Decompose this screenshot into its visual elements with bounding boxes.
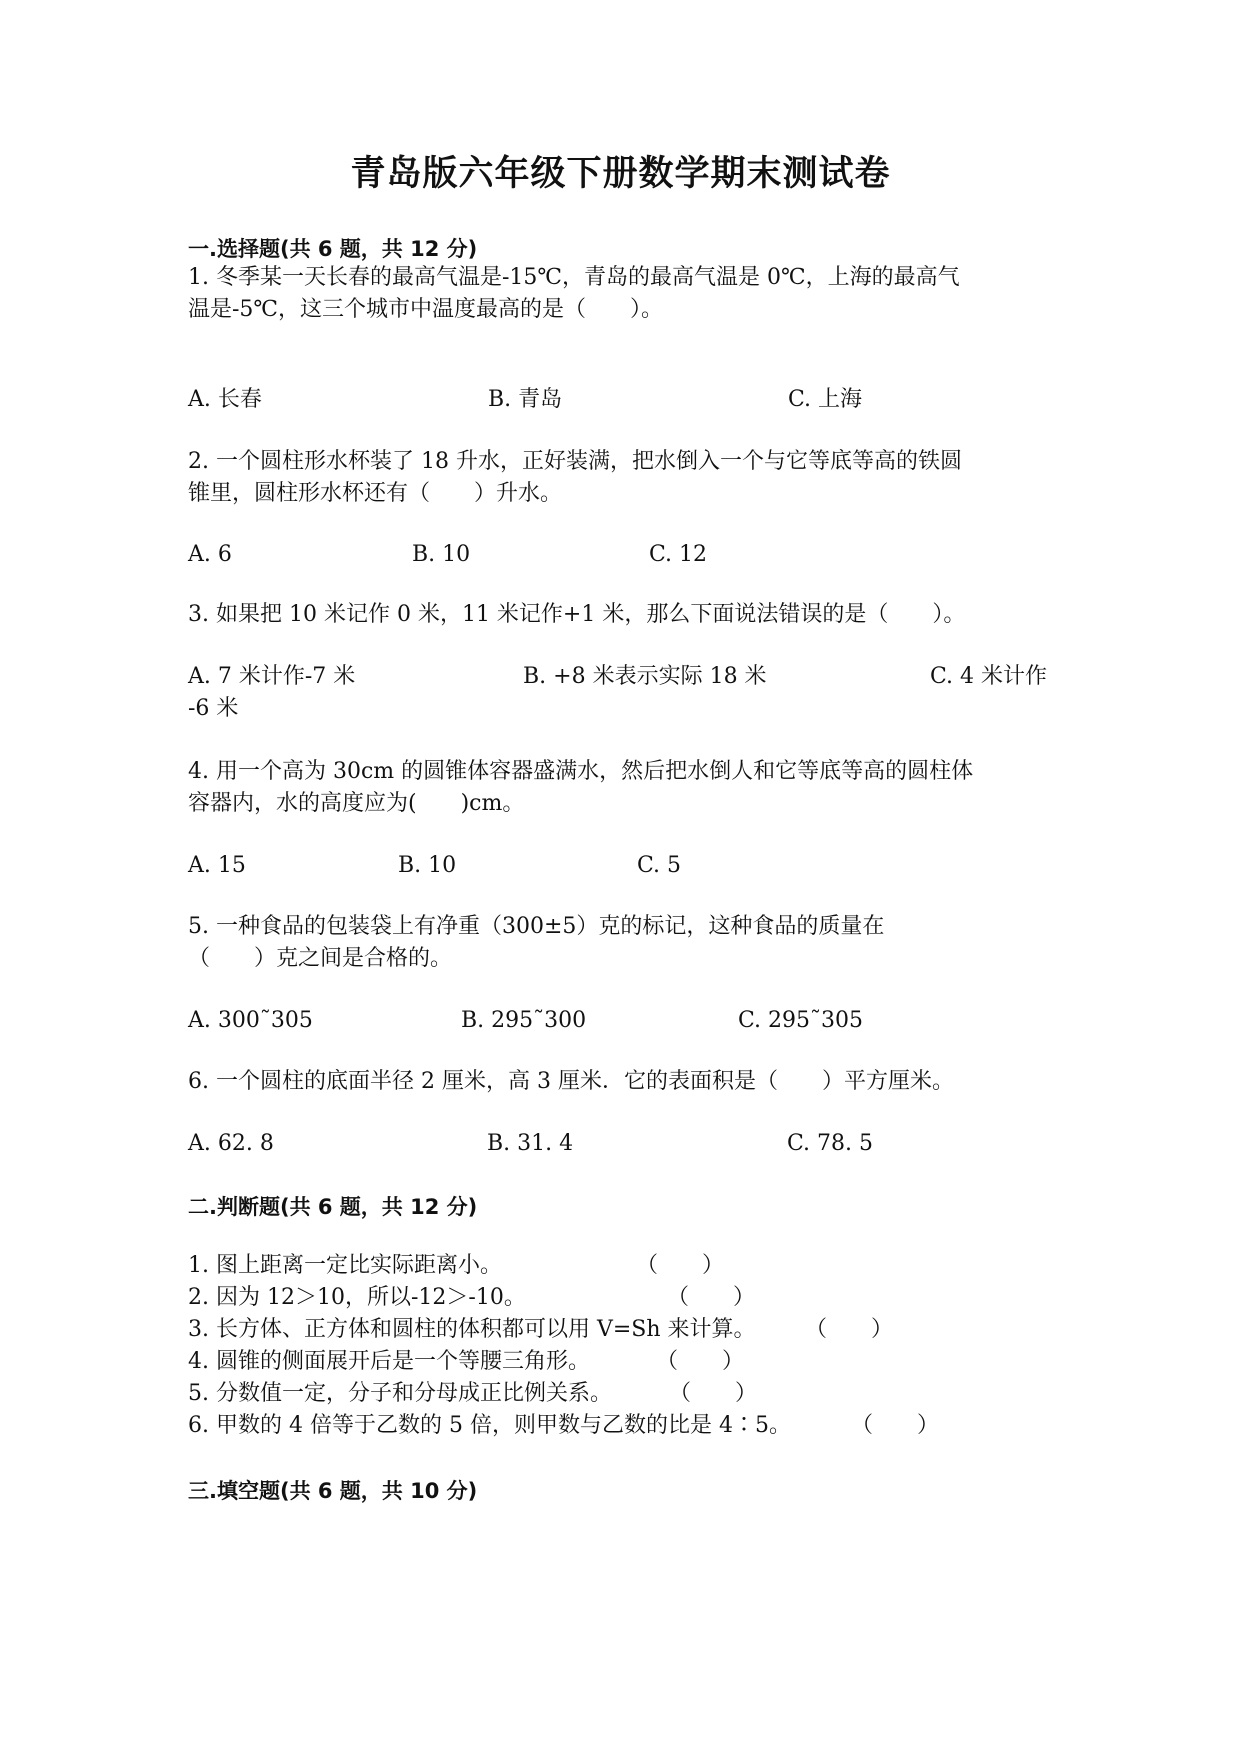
option-a: A. 7 米计作-7 米 — [188, 664, 356, 689]
judge-item: 1. 图上距离一定比实际距离小。 — [188, 1253, 502, 1278]
option-a: A. 6 — [188, 542, 232, 567]
option-b: B. +8 米表示实际 18 米 — [523, 664, 767, 689]
answer-parentheses: （ ） — [656, 1349, 745, 1374]
question-text — [188, 599, 1068, 631]
answer-parentheses: （ ） — [667, 1285, 756, 1310]
question-line: 4. 用一个高为 30cm 的圆锥体容器盛满水，然后把水倒人和它等底等高的圆柱体 — [188, 759, 974, 784]
question-line: （ ）克之间是合格的。 — [188, 946, 453, 971]
judge-item: 2. 因为 12＞10，所以-12＞-10。 — [188, 1285, 526, 1310]
option-c: C. 295˜305 — [738, 1008, 864, 1033]
option-b: B. 295˜300 — [461, 1008, 587, 1033]
option-b: B. 31. 4 — [487, 1131, 574, 1156]
question-line: 温是-5℃，这三个城市中温度最高的是（ ）。 — [188, 297, 664, 322]
option-a: A. 300˜305 — [188, 1008, 313, 1033]
question-text — [188, 1066, 1068, 1098]
option-b: B. 青岛 — [488, 387, 563, 412]
judge-item: 6. 甲数的 4 倍等于乙数的 5 倍，则甲数与乙数的比是 4∶5。 — [188, 1413, 791, 1438]
section-heading-judge: 二.判断题(共 6 题，共 12 分) — [188, 1195, 478, 1219]
option-a: A. 长春 — [188, 387, 262, 412]
question-text — [188, 756, 1068, 820]
question-line: 2. 一个圆柱形水杯装了 18 升水，正好装满，把水倒入一个与它等底等高的铁圆 — [188, 449, 962, 474]
section-heading-choice: 一.选择题(共 6 题，共 12 分) — [188, 237, 478, 261]
option-c: C. 78. 5 — [787, 1131, 874, 1156]
option-c: C. 5 — [637, 853, 682, 878]
judge-item: 3. 长方体、正方体和圆柱的体积都可以用 V=Sh 来计算。 — [188, 1317, 756, 1342]
judge-item: 4. 圆锥的侧面展开后是一个等腰三角形。 — [188, 1349, 590, 1374]
option-a: A. 15 — [188, 853, 246, 878]
page-title: 青岛版六年级下册数学期末测试卷 — [350, 154, 891, 194]
option-c: C. 12 — [649, 542, 708, 567]
question-text — [188, 911, 1068, 975]
section-heading-fill: 三.填空题(共 6 题，共 10 分) — [188, 1479, 478, 1503]
answer-parentheses: （ ） — [805, 1317, 894, 1342]
question-text — [188, 262, 1068, 326]
question-text — [188, 446, 1068, 510]
answer-parentheses: （ ） — [851, 1413, 940, 1438]
question-line: 6. 一个圆柱的底面半径 2 厘米，高 3 厘米．它的表面积是（ ）平方厘米。 — [188, 1069, 954, 1094]
option-c: C. 4 米计作 — [930, 664, 1048, 689]
answer-parentheses: （ ） — [636, 1253, 725, 1278]
option-c-wrap: -6 米 — [188, 696, 239, 721]
option-a: A. 62. 8 — [188, 1131, 274, 1156]
question-line: 5. 一种食品的包装袋上有净重（300±5）克的标记，这种食品的质量在 — [188, 914, 885, 939]
question-line: 3. 如果把 10 米记作 0 米，11 米记作+1 米，那么下面说法错误的是（ ）。 — [188, 602, 966, 627]
answer-parentheses: （ ） — [669, 1381, 758, 1406]
option-b: B. 10 — [398, 853, 457, 878]
option-b: B. 10 — [412, 542, 471, 567]
question-line: 锥里，圆柱形水杯还有（ ）升水。 — [188, 481, 563, 506]
judge-item: 5. 分数值一定，分子和分母成正比例关系。 — [188, 1381, 612, 1406]
option-c: C. 上海 — [788, 387, 863, 412]
question-line: 容器内，水的高度应为( )cm。 — [188, 791, 525, 816]
question-line: 1. 冬季某一天长春的最高气温是-15℃，青岛的最高气温是 0℃，上海的最高气 — [188, 265, 960, 290]
